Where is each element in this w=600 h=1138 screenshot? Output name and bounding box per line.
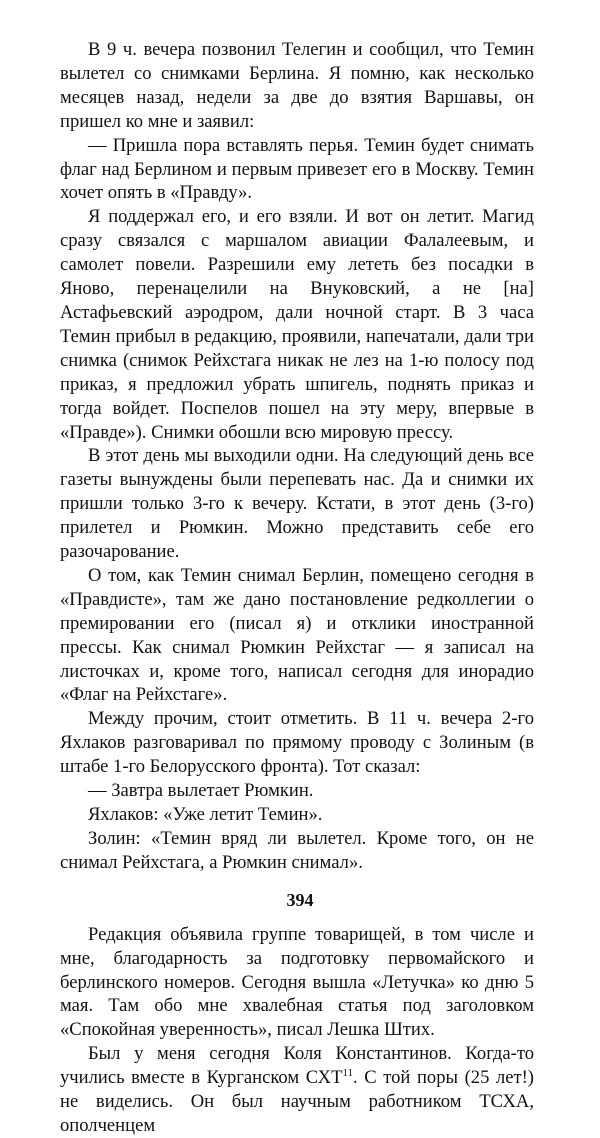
paragraph: О том, как Темин снимал Берлин, помещено сегодня в «Правдисте», там же дано постановление редколлегии о премировании его (писал я) и отклики иностранной прессы. Как снимал Рюмкин Рейхстаг — я записал на листочках и, кроме того, написал сегодня для инорадио «Флаг на Рейхстаге». xyxy=(60,564,534,706)
paragraph: Золин: «Темин вряд ли вылетел. Кроме того, он не снимал Рейхстага, а Рюмкин снимал». xyxy=(60,827,534,873)
page-number: 394 xyxy=(286,890,314,910)
paragraph: Редакция объявила группе товарищей, в том числе и мне, благодарность за подготовку первомайского и берлинского номеров. Сегодня вышла «Летучка» ко дню 5 мая. Там обо мне хвалебная статья под заголовком «Спокойная уверенность», писал Лешка Штих. xyxy=(60,923,534,1041)
paragraph: — Пришла пора вставлять перья. Темин будет снимать флаг над Берлином и первым привезет его в Москву. Темин хочет опять в «Правду». xyxy=(60,134,534,204)
body-text xyxy=(60,38,534,1138)
footnote-mark: 11 xyxy=(342,1066,354,1079)
paragraph-with-footnote xyxy=(60,1042,534,1138)
paragraph-text: Был у меня сегодня Коля Константинов. Когда-то учились вместе в Курганском СХТ xyxy=(60,1043,534,1089)
paragraph: В этот день мы выходили одни. На следующий день все газеты вынуждены были перепевать нас. Да и снимки их пришли только 3-го к вечеру. Кстати, в этот день (3-го) прилетел и Рюмкин. Можно представить себе его разочарование. xyxy=(60,445,534,563)
paragraph: — Завтра вылетает Рюмкин. xyxy=(88,780,314,802)
paragraph-text: . С той поры (25 лет!) не виделись. Он был научным работником ТСХА, ополченцем xyxy=(60,1067,534,1136)
paragraph: Между прочим, стоит отметить. В 11 ч. вечера 2-го Яхлаков разговаривал по прямому проводу с Золиным (в штабе 1-го Белорусского фронта). Тот сказал: xyxy=(60,708,534,778)
paragraph: В 9 ч. вечера позвонил Телегин и сообщил, что Темин вылетел со снимками Берлина. Я помню, как несколько месяцев назад, недели за две до взятия Варшавы, он пришел ко мне и заявил: xyxy=(60,39,534,132)
paragraph: Яхлаков: «Уже летит Темин». xyxy=(88,804,323,825)
paragraph: Я поддержал его, и его взяли. И вот он летит. Магид сразу связался с маршалом авиации Фалалеевым, и самолет повели. Разрешили ему лететь без посадки в Яново, перенацелили на Внуковский, а не [на] Астафьевский аэродром, дали ночной старт. В 3 часа Темин прибыл в редакцию, проявили, напечатали, дали три снимка (снимок Рейхстага никак не лез на 1-ю полосу под приказ, я предложил убрать шпигель, поднять приказ и тогда войдет. Поспелов пошел на эту меру, впервые в «Правде»). Снимки обошли всю мировую прессу. xyxy=(60,206,534,443)
